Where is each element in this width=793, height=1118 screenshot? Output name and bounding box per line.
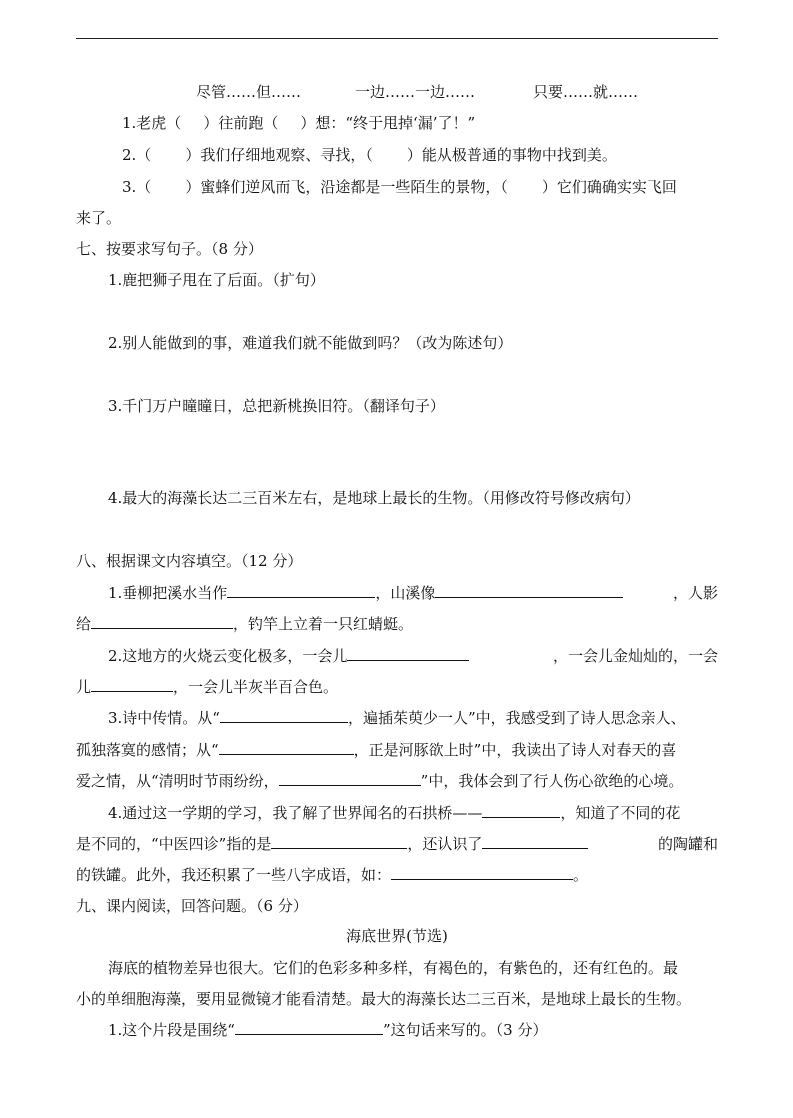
conjunction-option: 一边……一边……: [355, 83, 476, 101]
header-rule: [76, 38, 718, 39]
passage-text: 海底的植物差异也很大。它们的色彩多种多样，有褐色的，有紫色的，还有红色的。最: [108, 959, 679, 977]
fill-item: 4.通过这一学期的学习，我了解了世界闻名的石拱桥—— ，知道了不同的花: [108, 804, 681, 822]
fill-item: 1.垂柳把溪水当作 ，山溪像 ，人影: [108, 584, 718, 602]
answer-blank[interactable]: [482, 803, 560, 818]
fill-item: 孤独落寞的感情；从“ ，正是河豚欲上时”中，我读出了诗人对春天的喜: [76, 741, 677, 759]
answer-blank[interactable]: [271, 834, 407, 849]
fill-item: 儿 ，一会儿半灰半百合色。: [76, 678, 339, 696]
answer-blank[interactable]: [391, 865, 573, 880]
conjunction-option: 尽管……但……: [196, 83, 302, 101]
fill-item: 是不同的，“中医四诊”指的是 ，还认识了 的陶罐和: [76, 835, 718, 853]
question-item: 1.鹿把狮子甩在了后面。（扩句）: [108, 271, 325, 289]
passage-text: 小的单细胞海藻，要用显微镜才能看清楚。最大的海藻长达二三百米，是地球上最长的生物。: [76, 990, 692, 1008]
question-item: 1.这个片段是围绕“ ”这句话来写的。（3 分）: [108, 1021, 548, 1039]
section-title: 七、按要求写句子。（8 分）: [76, 240, 263, 258]
answer-blank[interactable]: [435, 583, 623, 598]
question-item: 3.千门万户曈曈日，总把新桃换旧符。（翻译句子）: [108, 397, 445, 415]
answer-blank[interactable]: [219, 740, 354, 755]
question-item: 1.老虎（ ）往前跑（ ）想：“终于甩掉‘漏’了！”: [122, 114, 476, 132]
answer-blank[interactable]: [227, 583, 375, 598]
fill-item: 爱之情，从“清明时节雨纷纷， ”中，我体会到了行人伤心欲绝的心境。: [76, 772, 684, 790]
question-item-continuation: 来了。: [76, 209, 122, 227]
question-item: 3.（ ）蜜蜂们逆风而飞，沿途都是一些陌生的景物，（ ）它们确确实实飞回: [122, 178, 677, 196]
answer-blank[interactable]: [235, 1020, 383, 1035]
conjunction-option: 只要……就……: [533, 83, 639, 101]
answer-blank[interactable]: [279, 771, 421, 786]
question-item: 2.（ ）我们仔细地观察、寻找，（ ）能从极普通的事物中找到美。: [122, 146, 617, 164]
answer-blank[interactable]: [347, 646, 469, 661]
answer-blank[interactable]: [91, 677, 173, 692]
fill-item: 2.这地方的火烧云变化极多，一会儿 ，一会儿金灿灿的，一会: [108, 647, 718, 665]
fill-item: 3.诗中传情。从“ ，遍插茱萸少一人”中，我感受到了诗人思念亲人、: [108, 709, 686, 727]
question-item: 2.别人能做到的事，难道我们就不能做到吗？（改为陈述句）: [108, 334, 513, 352]
fill-item: 的铁罐。此外，我还积累了一些八字成语，如： 。: [76, 866, 589, 884]
passage-title: 海底世界(节选): [346, 927, 448, 945]
answer-blank[interactable]: [220, 708, 348, 723]
section-title: 八、根据课文内容填空。（12 分）: [76, 552, 303, 570]
fill-item: 给 ，钓竿上立着一只红蜻蜓。: [76, 615, 414, 633]
answer-blank[interactable]: [91, 614, 233, 629]
answer-blank[interactable]: [482, 834, 588, 849]
question-item: 4.最大的海藻长达二三百米左右，是地球上最长的生物。（用修改符号修改病句）: [108, 489, 640, 507]
section-title: 九、课内阅读，回答问题。（6 分）: [76, 897, 308, 915]
